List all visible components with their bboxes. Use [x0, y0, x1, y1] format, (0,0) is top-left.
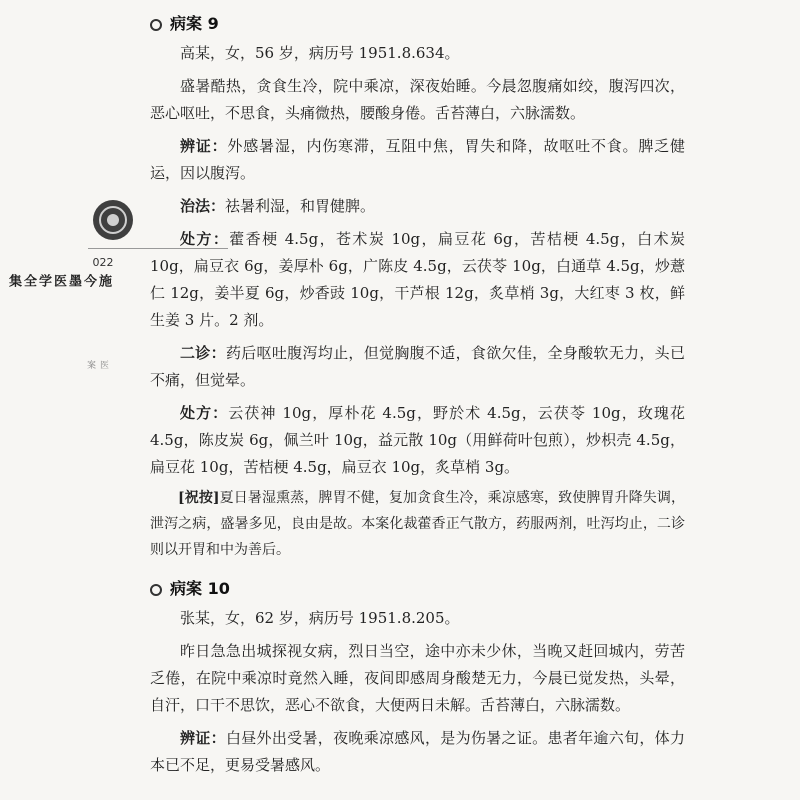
diagnosis-paragraph	[150, 725, 685, 779]
case-heading	[150, 577, 685, 605]
commentary-paragraph	[150, 485, 685, 563]
diagnosis-label: 辨证：	[180, 729, 226, 747]
prescription-text: 藿香梗 4.5g，苍术炭 10g，扁豆花 6g，苦桔梗 4.5g，白术炭 10g，扁豆衣 6g，姜厚朴 6g，广陈皮 4.5g，云茯苓 10g，白通草 4.5g，炒薏仁 12g，姜半夏 6g，炒香豉 10g，干芦根 12g，炙草梢 3g，大红枣 3 枚，鲜生姜 3 片。2 剂。	[150, 230, 685, 329]
diagnosis-paragraph	[150, 133, 685, 187]
case-title: 病案 9	[170, 14, 219, 33]
prescription2-label: 处方：	[180, 404, 229, 422]
prescription-label: 处方：	[180, 230, 230, 248]
treatment-paragraph	[150, 193, 685, 220]
case-history: 昨日急急出城探视女病，烈日当空，途中亦未少休，当晚又赶回城内，劳苦乏倦，在院中乘凉时竟然入睡，夜间即感周身酸楚无力，今晨已觉发热，头晕，自汗，口干不思饮，恶心不欲食，大便两日未解。舌苔薄白，六脉濡数。	[150, 642, 685, 714]
circle-bullet-icon	[150, 19, 162, 31]
patient-info: 张某，女，62 岁，病历号 1951.8.205。	[180, 609, 460, 627]
treatment-text: 祛暑利湿，和胃健脾。	[225, 197, 376, 215]
diagnosis-label: 辨证：	[180, 137, 228, 155]
book-subtitle: 医案	[85, 360, 108, 369]
circle-bullet-icon	[150, 584, 162, 596]
page-margin	[6, 200, 143, 369]
prescription2-paragraph	[150, 400, 685, 481]
diagnosis-text: 外感暑湿，内伤寒滞，互阻中焦，胃失和降，故呕吐不食。脾乏健运，因以腹泻。	[150, 137, 685, 182]
patient-info: 高某，女，56 岁，病历号 1951.8.634。	[180, 44, 460, 62]
case-history: 盛暑酷热，贪食生冷，院中乘凉，深夜始睡。今晨忽腹痛如绞，腹泻四次，恶心呕吐，不思食，头痛微热，腰酸身倦。舌苔薄白，六脉濡数。	[150, 77, 685, 122]
prescription2-text: 云茯神 10g，厚朴花 4.5g，野於术 4.5g，云茯苓 10g，玫瑰花 4.5g，陈皮炭 6g，佩兰叶 10g，益元散 10g（用鲜荷叶包煎），炒枳壳 4.5g，扁豆花 10g，苦桔梗 4.5g，扁豆衣 10g，炙草梢 3g。	[150, 404, 685, 476]
case-title: 病案 10	[170, 579, 230, 598]
book-seal-icon	[93, 200, 133, 240]
prescription-paragraph	[150, 226, 685, 334]
page-content	[150, 12, 685, 779]
commentary-text: 夏日暑湿熏蒸，脾胃不健，复加贪食生冷，乘凉感寒，致使脾胃升降失调，泄泻之病，盛暑多见，良由是故。本案化裁藿香正气散方，药服两剂，吐泻均止，二诊则以开胃和中为善后。	[150, 490, 685, 558]
book-title: 施今墨医学全集	[6, 274, 111, 287]
second-visit-paragraph	[150, 340, 685, 394]
page-number: 022	[92, 256, 114, 269]
second-visit-label: 二诊：	[180, 344, 226, 362]
commentary-label: [祝按]	[178, 490, 220, 506]
diagnosis-text: 白昼外出受暑，夜晚乘凉感风，是为伤暑之证。患者年逾六旬，体力本已不足，更易受暑感风。	[150, 729, 685, 774]
treatment-label: 治法：	[180, 197, 226, 215]
second-visit-text: 药后呕吐腹泻均止，但觉胸腹不适，食欲欠佳，全身酸软无力，头已不痛，但觉晕。	[150, 344, 685, 389]
case-heading	[150, 12, 685, 40]
